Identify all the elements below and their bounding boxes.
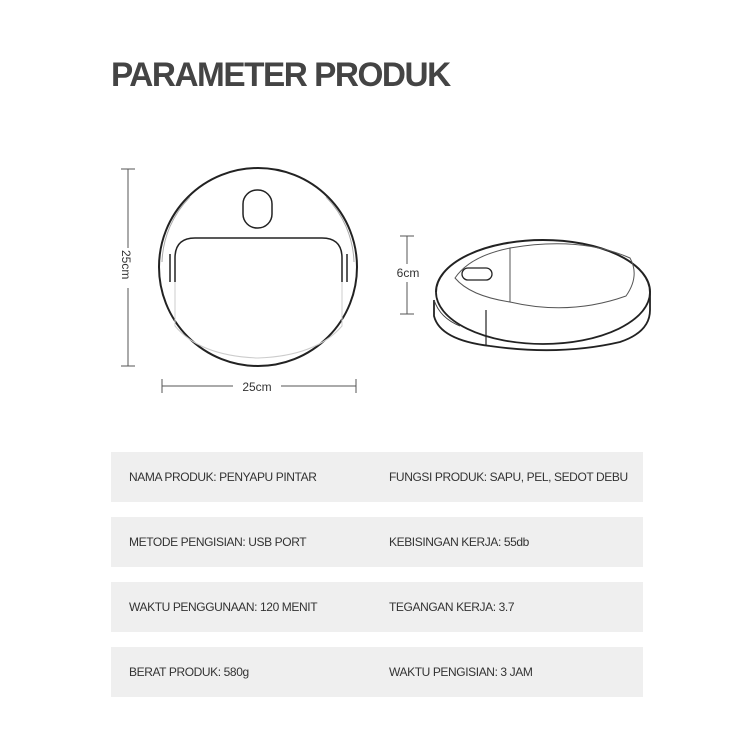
spec-left: WAKTU PENGGUNAAN: 120 MENIT [129,600,318,614]
spec-right: TEGANGAN KERJA: 3.7 [389,600,515,614]
top-view-width-dimension [162,378,356,394]
top-view-height-dimension [119,169,136,366]
robot-top-view [159,168,357,366]
side-view-height-label: 6cm [396,266,420,280]
spec-row [111,452,643,502]
robot-side-view [434,240,650,350]
page-title: PARAMETER PRODUK [111,56,450,94]
top-view-height-label: 25cm [119,250,133,280]
spec-row [111,647,643,697]
spec-row [111,517,643,567]
side-view-height-dimension [392,236,424,314]
spec-right: FUNGSI PRODUK: SAPU, PEL, SEDOT DEBU [389,470,628,484]
spec-row [111,582,643,632]
spec-left: BERAT PRODUK: 580g [129,665,249,679]
spec-left: NAMA PRODUK: PENYAPU PINTAR [129,470,317,484]
spec-left: METODE PENGISIAN: USB PORT [129,535,307,549]
top-view-width-label: 25cm [242,380,272,394]
spec-right: WAKTU PENGISIAN: 3 JAM [389,665,533,679]
spec-right: KEBISINGAN KERJA: 55db [389,535,529,549]
